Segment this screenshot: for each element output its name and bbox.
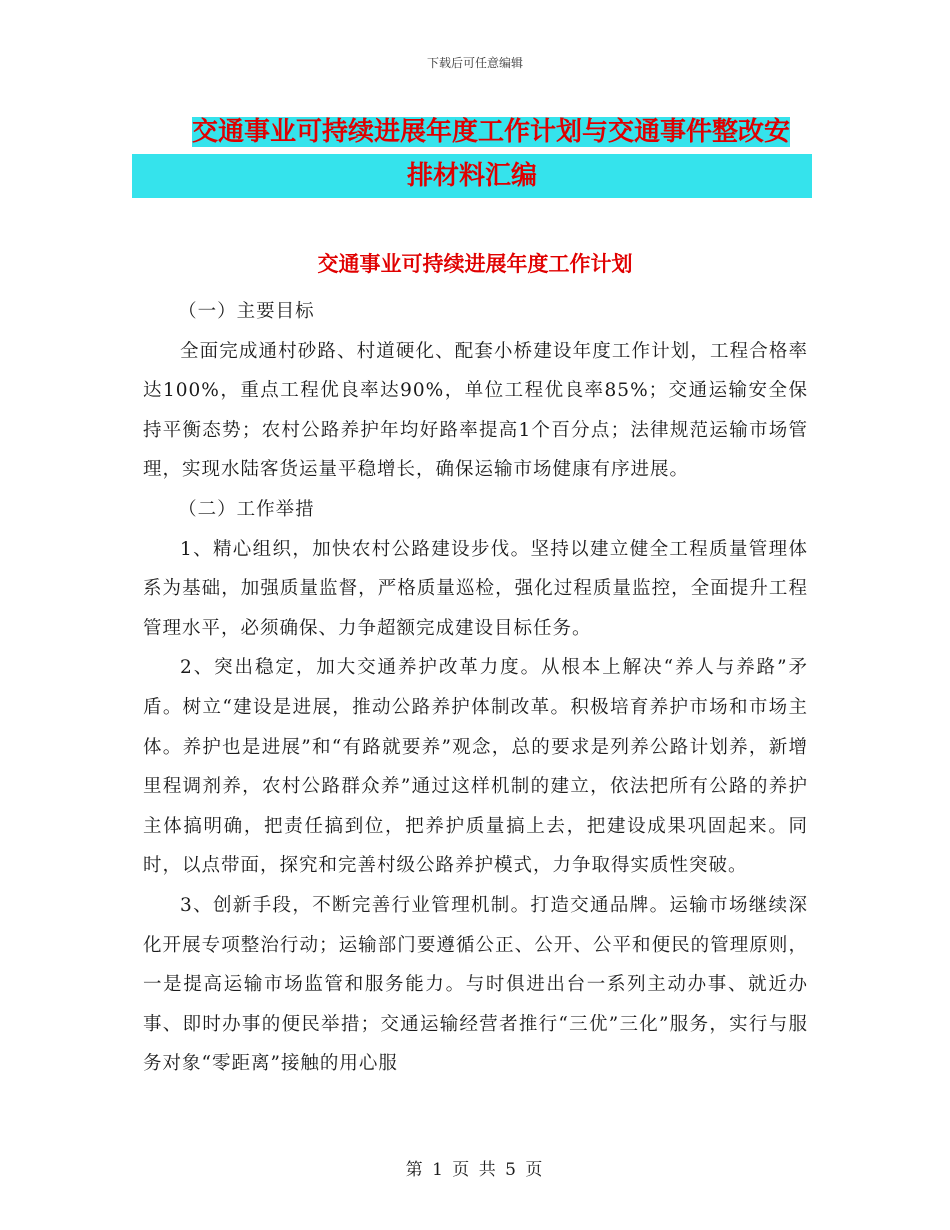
section-title: 交通事业可持续进展年度工作计划 xyxy=(317,252,633,276)
document-title xyxy=(192,110,812,198)
page-footer: 第 1 页 共 5 页 xyxy=(405,1160,545,1180)
subheading-goals: （一）主要目标 xyxy=(178,301,315,322)
title-line-2: 排材料汇编 xyxy=(132,154,812,198)
paragraph-goals: 全面完成通村砂路、村道硬化、配套小桥建设年度工作计划，工程合格率达100%，重点工程优良率达90%，单位工程优良率85%；交通运输安全保持平衡态势；农村公路养护年均好路率提高1个百分点；法律规范运输市场管理，实现水陆客货运量平稳增长，确保运输市场健康有序进展。 xyxy=(143,340,808,481)
paragraph-measure-1: 1、精心组织，加快农村公路建设步伐。坚持以建立健全工程质量管理体系为基础，加强质量监督，严格质量巡检，强化过程质量监控，全面提升工程管理水平，必须确保、力争超额完成建设目标任务。 xyxy=(143,538,808,639)
header-note: 下载后可任意编辑 xyxy=(426,56,523,70)
body-text xyxy=(143,292,808,1084)
paragraph-measure-3: 3、创新手段，不断完善行业管理机制。打造交通品牌。运输市场继续深化开展专项整治行动；运输部门要遵循公正、公开、公平和便民的管理原则，一是提高运输市场监管和服务能力。与时俱进出台一系列主动办事、就近办事、即时办事的便民举措；交通运输经营者推行“三优”三化”服务，实行与服务对象“零距离”接触的用心服 xyxy=(143,894,808,1075)
subheading-measures: （二）工作举措 xyxy=(178,498,315,520)
title-line-1: 交通事业可持续进展年度工作计划与交通事件整改安 xyxy=(192,117,791,147)
paragraph-measure-2: 2、突出稳定，加大交通养护改革力度。从根本上解决“养人与养路”矛盾。树立“建设是进展，推动公路养护体制改革。积极培育养护市场和市场主体。养护也是进展”和“有路就要养”观念，总的要求是列养公路计划养，新增里程调剂养，农村公路群众养”通过这样机制的建立，依法把所有公路的养护主体搞明确，把责任搞到位，把养护质量搞上去，把建设成果巩固起来。同时，以点带面，探究和完善村级公路养护模式，力争取得实质性突破。 xyxy=(143,657,808,877)
